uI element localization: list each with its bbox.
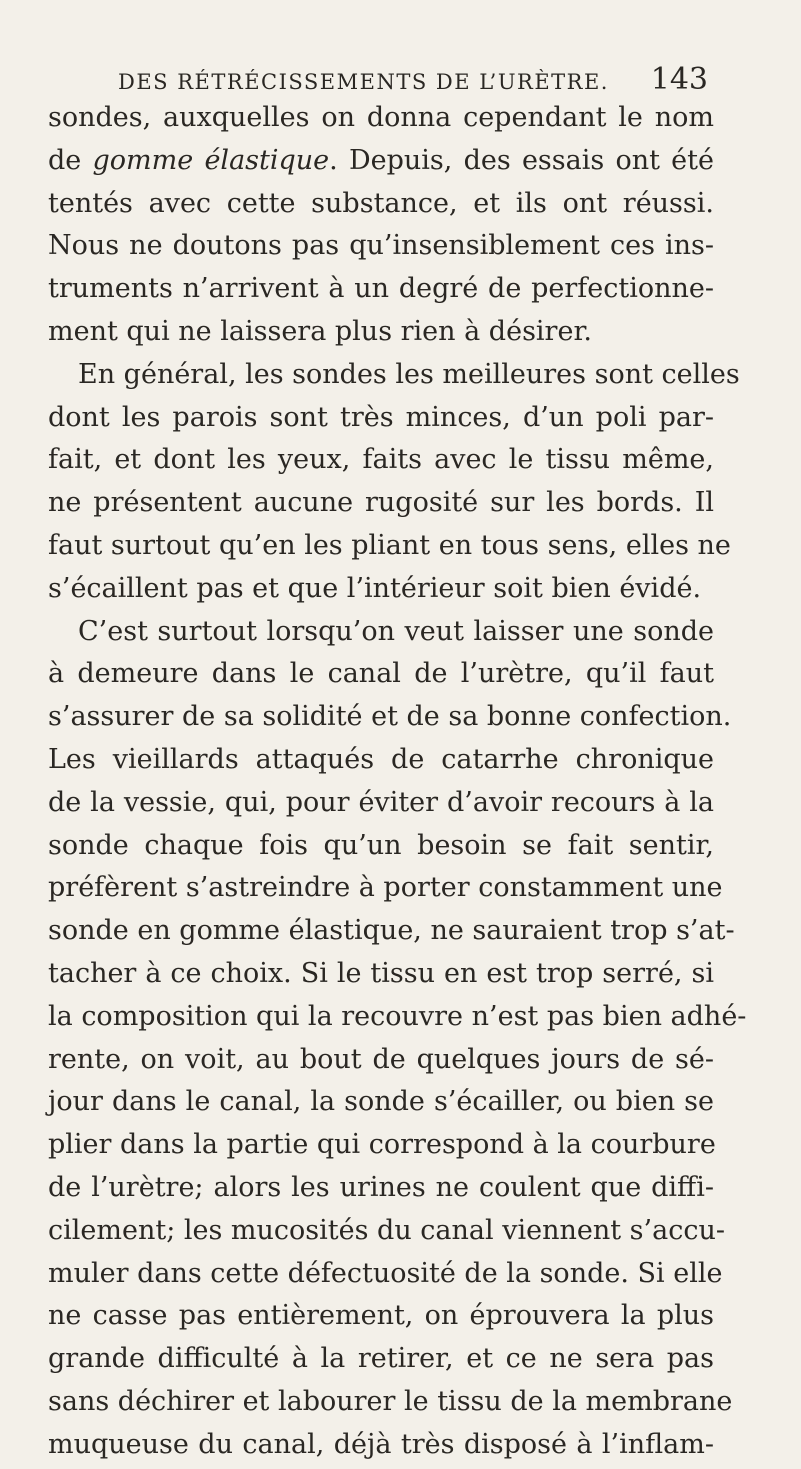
page-number: 143 <box>650 62 708 97</box>
text-line: Nous ne doutons pas qu’insensiblement ces ins- <box>48 230 714 262</box>
text-line: tacher à ce choix. Si le tissu en est trop serré, si <box>48 957 714 989</box>
text-line: dont les parois sont très minces, d’un poli par- <box>48 401 714 433</box>
text-line: En général, les sondes les meilleures sont celles <box>78 358 740 390</box>
text-line: sondes, auxquelles on donna cependant le nom <box>48 102 714 133</box>
text-line: rente, on voit, au bout de quelques jours de sé- <box>48 1043 714 1075</box>
text-line: ment qui ne laissera plus rien à désirer. <box>48 315 592 347</box>
text-line: plier dans la partie qui correspond à la courbure <box>48 1129 716 1161</box>
text-line: truments n’arrivent à un degré de perfectionne- <box>48 273 714 305</box>
text-segment: de <box>48 144 93 176</box>
text-line: fait, et dont les yeux, faits avec le tissu même, <box>48 444 714 476</box>
text-line: préfèrent s’astreindre à porter constamment une <box>48 872 723 904</box>
text-line: ne casse pas entièrement, on éprouvera la plus <box>48 1300 714 1332</box>
text-line: Les vieillards attaqués de catarrhe chronique <box>48 743 714 775</box>
text-line: de l’urètre; alors les urines ne coulent que diffi- <box>48 1171 714 1203</box>
text-line: muler dans cette défectuosité de la sonde. Si elle <box>48 1257 723 1289</box>
text-line: grande difficulté à la retirer, et ce ne sera pas <box>48 1343 714 1375</box>
text-line: à demeure dans le canal de l’urètre, qu’il faut <box>48 658 714 690</box>
text-line: ne présentent aucune rugosité sur les bords. Il <box>48 487 714 519</box>
text-line: de la vessie, qui, pour éviter d’avoir recours à la <box>48 786 714 818</box>
italic-term: gomme élastique <box>92 144 330 176</box>
text-line: s’écaillent pas et que l’intérieur soit bien évidé. <box>48 572 702 604</box>
text-line: sans déchirer et labourer le tissu de la membrane <box>48 1385 733 1417</box>
text-line: cilement; les mucosités du canal viennent s’accu- <box>48 1214 725 1246</box>
text-line: faut surtout qu’en les pliant en tous sens, elles ne <box>48 529 731 561</box>
text-segment: . Depuis, des essais ont été <box>329 144 714 176</box>
text-line: jour dans le canal, la sonde s’écailler, ou bien se <box>48 1086 714 1118</box>
text-line: muqueuse du canal, déjà très disposé à l’inflam- <box>48 1428 714 1460</box>
text-line: sonde en gomme élastique, ne sauraient trop s’at- <box>48 915 735 947</box>
running-head <box>118 62 708 102</box>
text-line: s’assurer de sa solidité et de sa bonne confection. <box>48 701 732 733</box>
text-line: la composition qui la recouvre n’est pas bien adhé- <box>48 1000 747 1032</box>
running-title: DES RÉTRÉCISSEMENTS DE L’URÈTRE. <box>118 70 609 94</box>
body-text <box>48 97 747 1467</box>
text-line <box>48 140 714 183</box>
text-line: tentés avec cette substance, et ils ont réussi. <box>48 187 714 219</box>
text-line: sonde chaque fois qu’un besoin se fait sentir, <box>48 829 714 861</box>
text-line: C’est surtout lorsqu’on veut laisser une sonde <box>78 615 714 647</box>
